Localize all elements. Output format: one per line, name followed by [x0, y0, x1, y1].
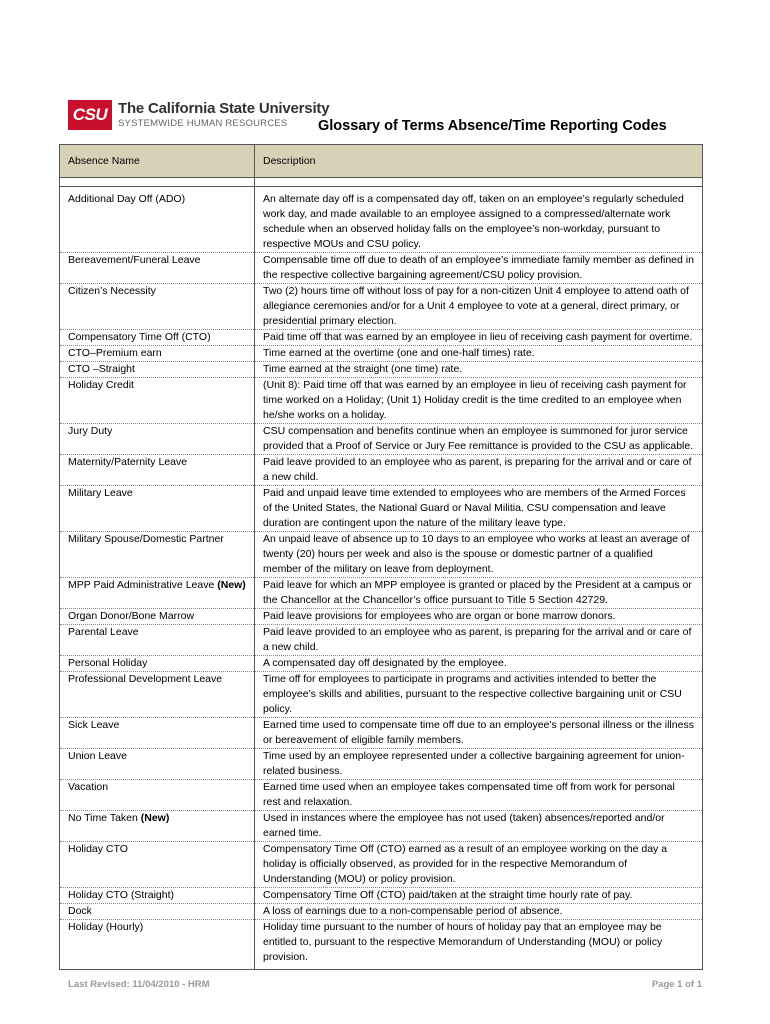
description-cell: Compensable time off due to death of an employee’s immediate family member as defined in the respective collective bargaining agreement/CSU policy provision.	[255, 253, 703, 284]
absence-name: Organ Donor/Bone Marrow	[68, 610, 195, 622]
column-header-absence-name: Absence Name	[60, 145, 255, 178]
absence-name: Maternity/Paternity Leave	[68, 456, 188, 468]
table-row	[60, 672, 703, 718]
absence-name: Compensatory Time Off (CTO)	[68, 331, 211, 343]
absence-name-cell	[60, 578, 255, 609]
table-row	[60, 284, 703, 330]
absence-name: CTO –Straight	[68, 363, 135, 375]
table-row	[60, 656, 703, 672]
absence-name-cell	[60, 811, 255, 842]
absence-name-cell	[60, 842, 255, 888]
absence-name-cell	[60, 672, 255, 718]
absence-name: Parental Leave	[68, 626, 139, 638]
absence-name-cell	[60, 486, 255, 532]
description-cell: Time earned at the straight (one time) rate.	[255, 362, 703, 378]
absence-name-cell	[60, 284, 255, 330]
description-cell: Paid leave provisions for employees who are organ or bone marrow donors.	[255, 609, 703, 625]
absence-name-cell	[60, 749, 255, 780]
description-cell: Compensatory Time Off (CTO) earned as a result of an employee working on the day a holiday is officially observed, as provided for in the respective Memorandum of Understanding (MOU) or policy provision.	[255, 842, 703, 888]
logo-subtitle: SYSTEMWIDE HUMAN RESOURCES	[118, 118, 288, 130]
absence-name-cell	[60, 780, 255, 811]
absence-name: CTO–Premium earn	[68, 347, 162, 359]
absence-name: Union Leave	[68, 750, 127, 762]
new-badge: (New)	[217, 579, 246, 591]
absence-name: Holiday CTO (Straight)	[68, 889, 175, 901]
absence-name: No Time Taken	[68, 812, 141, 824]
absence-name-cell	[60, 718, 255, 749]
absence-name: Sick Leave	[68, 719, 120, 731]
absence-name-cell	[60, 424, 255, 455]
description-cell: Earned time used when an employee takes compensated time off from work for personal rest and relaxation.	[255, 780, 703, 811]
absence-name: Bereavement/Funeral Leave	[68, 254, 201, 266]
table-row	[60, 330, 703, 346]
description-cell: Paid and unpaid leave time extended to employees who are members of the Armed Forces of the United States, the National Guard or Naval Militia. CSU compensation and leave duration are contingent upon the nature of the military leave type.	[255, 486, 703, 532]
description-cell: A loss of earnings due to a non-compensable period of absence.	[255, 904, 703, 920]
description-cell: Paid leave for which an MPP employee is granted or placed by the President at a campus or the Chancellor at the Chancellor’s office pursuant to Title 5 Section 42729.	[255, 578, 703, 609]
table-row	[60, 609, 703, 625]
absence-name-cell	[60, 888, 255, 904]
absence-name: Holiday CTO	[68, 843, 128, 855]
absence-name-cell	[60, 609, 255, 625]
table-row	[60, 362, 703, 378]
absence-name: Additional Day Off (ADO)	[68, 193, 186, 205]
table-row	[60, 378, 703, 424]
glossary-table	[59, 144, 703, 970]
description-cell: An alternate day off is a compensated day off, taken on an employee’s regularly scheduled work day, and made available to an employee assigned to a compressed/alternate work schedule when an observed holiday falls on the employee’s non-workday, pursuant to respective MOUs and CSU policy.	[255, 187, 703, 253]
description-cell: (Unit 8): Paid time off that was earned by an employee in lieu of receiving cash payment for time worked on a Holiday; (Unit 1) Holiday credit is the time credited to an employee when he/she works on a holiday.	[255, 378, 703, 424]
csu-logo	[68, 100, 329, 130]
table-row	[60, 842, 703, 888]
absence-name-cell	[60, 920, 255, 970]
table-row	[60, 424, 703, 455]
table-row	[60, 888, 703, 904]
description-cell: Compensatory Time Off (CTO) paid/taken at the straight time hourly rate of pay.	[255, 888, 703, 904]
absence-name-cell	[60, 253, 255, 284]
description-cell: An unpaid leave of absence up to 10 days to an employee who works at least an average of twenty (20) hours per week and also is the spouse or domestic partner of a qualified member of the military on leave from deployment.	[255, 532, 703, 578]
absence-name-cell	[60, 378, 255, 424]
description-cell: Used in instances where the employee has not used (taken) absences/reported and/or earned time.	[255, 811, 703, 842]
absence-name-cell	[60, 330, 255, 346]
description-cell: Paid leave provided to an employee who as parent, is preparing for the arrival and or care of a new child.	[255, 625, 703, 656]
absence-name: Military Spouse/Domestic Partner	[68, 533, 224, 545]
table-row	[60, 749, 703, 780]
table-row	[60, 718, 703, 749]
logo-name: The California State University	[118, 100, 330, 118]
description-cell: Paid leave provided to an employee who as parent, is preparing for the arrival and or care of a new child.	[255, 455, 703, 486]
column-header-description: Description	[255, 145, 703, 178]
description-cell: CSU compensation and benefits continue when an employee is summoned for juror service provided that a Proof of Service or Jury Fee remittance is provided to the CSU as applicable.	[255, 424, 703, 455]
absence-name-cell	[60, 656, 255, 672]
table-row	[60, 904, 703, 920]
absence-name: Jury Duty	[68, 425, 113, 437]
description-cell: Two (2) hours time off without loss of pay for a non-citizen Unit 4 employee to attend oath of allegiance ceremonies and/or for a Unit 4 employee to vote at a general, direct primary, or presidential primary election.	[255, 284, 703, 330]
document-title: Glossary of Terms Absence/Time Reporting Codes	[318, 118, 667, 134]
table-row	[60, 578, 703, 609]
header-spacer	[60, 178, 703, 187]
table-row	[60, 346, 703, 362]
last-revised: Last Revised: 11/04/2010 - HRM	[68, 979, 210, 990]
table-row	[60, 780, 703, 811]
absence-name-cell	[60, 904, 255, 920]
new-badge: (New)	[140, 812, 170, 824]
description-cell: Paid time off that was earned by an employee in lieu of receiving cash payment for overtime.	[255, 330, 703, 346]
absence-name: Professional Development Leave	[68, 673, 223, 685]
description-cell: Time used by an employee represented under a collective bargaining agreement for union-related business.	[255, 749, 703, 780]
page-number: Page 1 of 1	[651, 979, 702, 990]
absence-name: MPP Paid Administrative Leave	[68, 579, 218, 591]
table-row	[60, 625, 703, 656]
logo-mark: CSU	[68, 100, 112, 130]
absence-name: Military Leave	[68, 487, 133, 499]
absence-name: Vacation	[68, 781, 109, 793]
absence-name-cell	[60, 346, 255, 362]
table-row	[60, 187, 703, 253]
description-cell: Earned time used to compensate time off due to an employee’s personal illness or the illness or bereavement of eligible family members.	[255, 718, 703, 749]
description-cell: A compensated day off designated by the employee.	[255, 656, 703, 672]
absence-name-cell	[60, 532, 255, 578]
absence-name: Personal Holiday	[68, 657, 148, 669]
absence-name-cell	[60, 187, 255, 253]
absence-name: Holiday Credit	[68, 379, 134, 391]
table-row	[60, 253, 703, 284]
absence-name-cell	[60, 625, 255, 656]
absence-name: Holiday (Hourly)	[68, 921, 144, 933]
table-row	[60, 486, 703, 532]
table-row	[60, 811, 703, 842]
table-row	[60, 455, 703, 486]
table-header-row	[60, 145, 703, 178]
absence-name: Dock	[68, 905, 92, 917]
table-row	[60, 920, 703, 970]
absence-name-cell	[60, 362, 255, 378]
description-cell: Holiday time pursuant to the number of hours of holiday pay that an employee may be entitled to, pursuant to the respective Memorandum of Understanding (MOU) or policy provision.	[255, 920, 703, 970]
description-cell: Time earned at the overtime (one and one-half times) rate.	[255, 346, 703, 362]
description-cell: Time off for employees to participate in programs and activities intended to better the employee’s skills and abilities, pursuant to the respective collective bargaining unit or CSU policy.	[255, 672, 703, 718]
table-row	[60, 532, 703, 578]
absence-name: Citizen’s Necessity	[68, 285, 156, 297]
absence-name-cell	[60, 455, 255, 486]
